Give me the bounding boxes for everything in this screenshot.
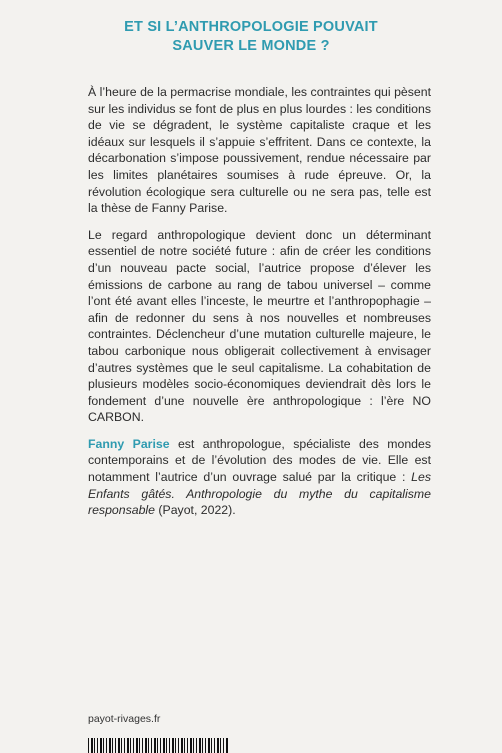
title-line-2: SAUVER LE MONDE ? [172, 38, 330, 54]
author-name: Fanny Parise [88, 436, 170, 451]
book-title: Les Enfants gâtés. Anthropologie du mythe du capitalisme responsable [88, 470, 431, 518]
paragraph-2: Le regard anthropologique devient donc un déterminant essentiel de notre société future : afin de créer les conditions d’un nouveau pacte social, l’autrice propose d’élever les émissions de carbone au rang de tabou universel – comme l’ont été avant elles l’inceste, le meurtre et l’anthropophagie – afin de redonner du sens à nos nouvelles et nombreuses contraintes. Déclencheur d’une mutation culturelle majeure, le tabou carbonique nous obligerait collectivement à envisager d’autres systèmes que le seul capitalisme. La cohabitation de plusieurs modèles socio-économiques deviendrait dès lors le fondement d’une nouvelle ère anthropologique : l’ère NO CARBON. [88, 227, 431, 425]
author-bio [88, 436, 431, 519]
paragraph-1: À l’heure de la permacrise mondiale, les contraintes qui pèsent sur les individus se font de plus en plus lourdes : les conditions de vie se dégradent, le système capitaliste craque et les idéaux sur lesquels il s’appuie s’effritent. Dans ce contexte, la décarbonation s’impose poussivement, rendue nécessaire par les limites planétaires soumises à rude épreuve. Or, la révolution écologique sera culturelle ou ne sera pas, telle est la thèse de Fanny Parise. [88, 85, 431, 216]
barcode-icon [88, 738, 228, 753]
author-bio-text: est anthropologue, spécialiste des mondes contemporains et de l’évolution des modes de vie. Elle est notamment l’autrice d’un ouvrage salué par la critique : [88, 436, 431, 485]
author-bio-publisher: (Payot, 2022). [155, 503, 236, 518]
page-title [0, 18, 502, 56]
publisher-website: payot-rivages.fr [88, 713, 161, 725]
blurb-text [88, 84, 431, 529]
title-line-1: ET SI L’ANTHROPOLOGIE POUVAIT [124, 19, 378, 35]
